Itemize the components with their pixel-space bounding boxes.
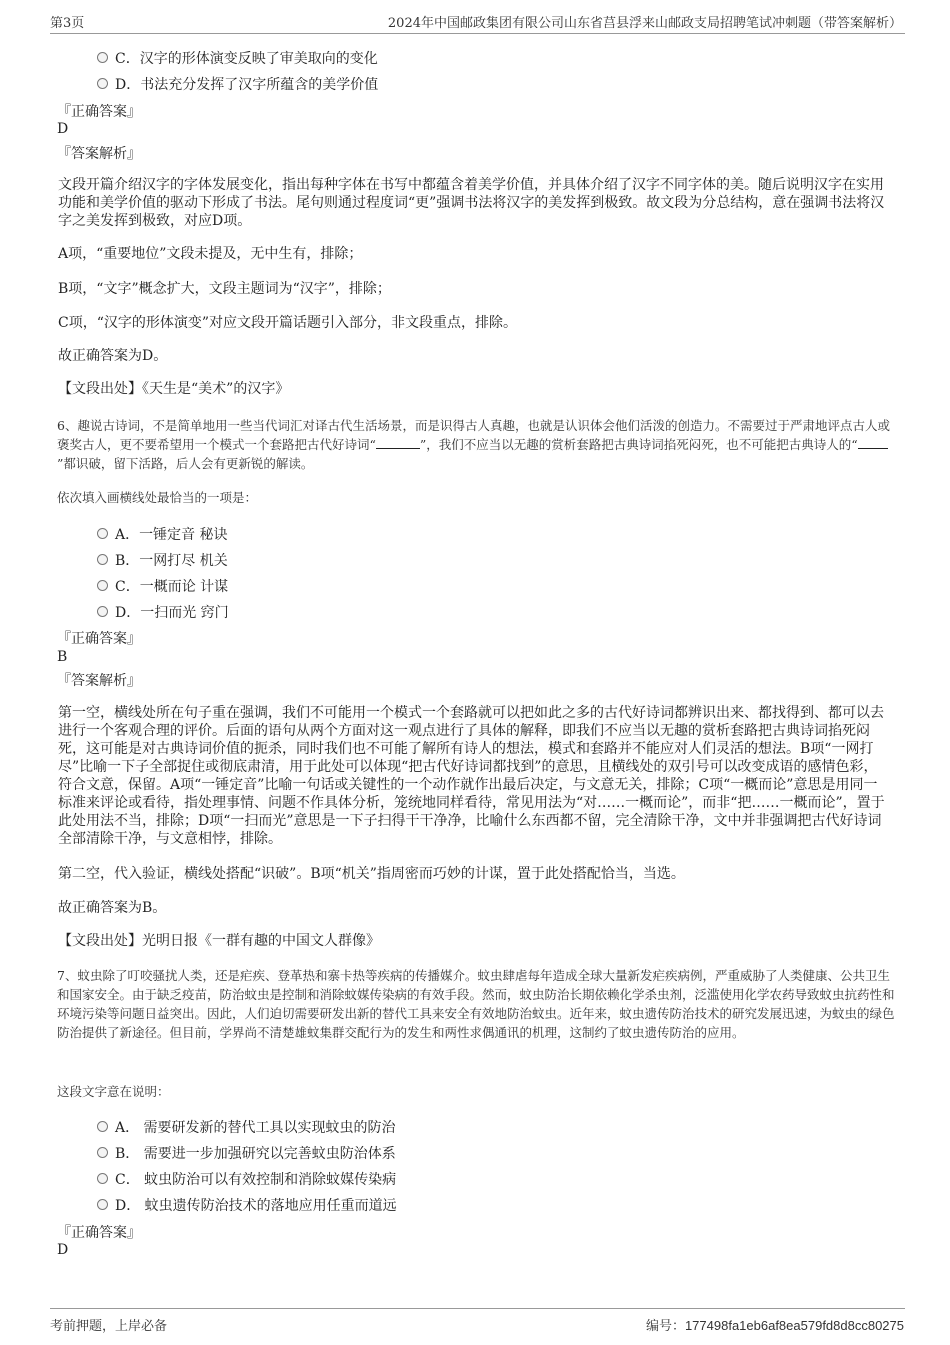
q5-analysis-para: 文段开篇介绍汉字的字体发展变化，指出每种字体在书写中都蕴含着美学价值，并具体介绍了汉字不同字体的美。随后说明汉字在实用功能和美学价值的驱动下形成了书法。尾句则通过程度词“更”强调书法将汉字的美发挥到极致。故文段为分总结构，意在强调书法将汉字之美发挥到极致，对应D项。 <box>58 177 885 229</box>
q6-analysis-para: 故正确答案为B。 <box>58 900 167 916</box>
document-code: 编号：177498fa1eb6af8ea579fd8d8cc80275 <box>645 1318 904 1334</box>
radio-icon[interactable] <box>97 1121 108 1132</box>
header-divider <box>50 33 905 34</box>
q7-stem: 7、蚊虫除了叮咬骚扰人类，还是疟疾、登革热和寨卡热等疾病的传播媒介。蚊虫肆虐每年造成全球大量新发疟疾病例，严重威胁了人类健康、公共卫生和国家安全。由于缺乏疫苗，防治蚊虫是控制和消除蚊媒传染病的有效手段。然而，蚊虫防治长期依赖化学杀虫剂，泛滥使用化学农药导致蚊虫抗药性和环境污染等问题日益突出。因此，人们迫切需要研发出新的替代工具来安全有效地防治蚊虫。近年来，蚊虫遗传防治技术的研究发展迅速，为蚊虫的绿色防治提供了新途径。但目前，学界尚不清楚雄蚊集群交配行为的发生和两性求偶通讯的机理，这制约了蚊虫遗传防治的应用。 <box>57 968 895 1040</box>
q6-prompt: 依次填入画横线处最恰当的一项是： <box>57 490 258 505</box>
q5-analysis-para: B项，“文字”概念扩大，文段主题词为“汉字”，排除； <box>58 281 391 297</box>
radio-icon[interactable] <box>97 1173 108 1184</box>
q6-option-a[interactable]: A．一锤定音 秘诀 <box>115 524 228 544</box>
blank-line <box>858 436 888 449</box>
q5-option-d[interactable]: D．书法充分发挥了汉字所蕴含的美学价值 <box>115 74 378 94</box>
q6-stem: 6、趣说古诗词，不是简单地用一些当代词汇对译古代生活场景，而是识得古人真趣，也就是认识体会他们活泼的创造力。不需要过于严肃地评点古人或褒奖古人，更不要希望用一个模式一个套路把古代好诗词“ ”，我们不应当以无趣的赏析套路把古典诗词掐死闷死，也不可能把古典诗人的“”都识破，留下活路，后人会有更新锐的解读。 <box>57 418 890 471</box>
q5-answer-label: 『正确答案』 <box>57 104 141 120</box>
q6-analysis-label: 『答案解析』 <box>57 673 141 689</box>
radio-icon[interactable] <box>97 606 108 617</box>
blank-line <box>376 436 420 449</box>
q7-option-b[interactable]: B． 需要进一步加强研究以完善蚊虫防治体系 <box>115 1143 396 1163</box>
q6-option-b[interactable]: B．一网打尽 机关 <box>115 550 228 570</box>
document-title: 2024年中国邮政集团有限公司山东省莒县浮来山邮政支局招聘笔试冲刺题（带答案解析） <box>387 16 902 31</box>
radio-icon[interactable] <box>97 554 108 565</box>
q5-analysis-para: C项，“汉字的形体演变”对应文段开篇话题引入部分，非文段重点，排除。 <box>58 315 518 331</box>
radio-icon[interactable] <box>97 528 108 539</box>
q6-option-d[interactable]: D．一扫而光 窍门 <box>115 602 229 622</box>
q6-answer: B <box>57 649 68 665</box>
q6-analysis-para: 第一空，横线处所在句子重在强调，我们不可能用一个模式一个套路就可以把如此之多的古代好诗词都辨识出来、都找得到、都可以去进行一个客观合理的评价。后面的语句从两个方面对这一观点进行了具体的解释，即我们不应当以无趣的赏析套路把古典诗词掐死闷死，这可能是对古典诗词价值的扼杀，同时我们也不可能了解所有诗人的想法，模式和套路并不能应对人们灵活的想法。B项“一网打尽”比喻一下子全部捉住或彻底肃清，用于此处可以体现“把古代好诗词都找到”的意思，且横线处的双引号可以改变成语的感情色彩，符合文意，保留。A项“一锤定音”比喻一句话或关键性的一个动作就作出最后决定，与文意无关，排除；C项“一概而论”意思是用同一标准来评论或看待，指处理事情、问题不作具体分析，笼统地同样看待，常见用法为“对……一概而论”，而非“把……一概而论”，置于此处用法不当，排除；D项“一扫而光”意思是一下子扫得干干净净，比喻什么东西都不留，完全清除干净，文中并非强调把古代好诗词全部清除干净，与文意相悖，排除。 <box>58 705 885 847</box>
radio-icon[interactable] <box>97 78 108 89</box>
q7-option-c[interactable]: C． 蚊虫防治可以有效控制和消除蚊媒传染病 <box>115 1169 396 1189</box>
radio-icon[interactable] <box>97 580 108 591</box>
radio-icon[interactable] <box>97 1199 108 1210</box>
radio-icon[interactable] <box>97 52 108 63</box>
q6-answer-label: 『正确答案』 <box>57 631 141 647</box>
page-number: 第3页 <box>50 16 85 31</box>
q7-prompt: 这段文字意在说明： <box>57 1084 170 1099</box>
q5-analysis-para: A项，“重要地位”文段未提及，无中生有，排除； <box>58 246 363 262</box>
q5-analysis-para: 故正确答案为D。 <box>58 348 168 364</box>
q5-source: 【文段出处】《天生是“美术”的汉字》 <box>58 381 290 397</box>
q7-option-d[interactable]: D． 蚊虫遗传防治技术的落地应用任重而道远 <box>115 1195 397 1215</box>
q6-source: 【文段出处】光明日报《一群有趣的中国文人群像》 <box>58 933 380 949</box>
q7-answer-label: 『正确答案』 <box>57 1225 141 1241</box>
q7-option-a[interactable]: A． 需要研发新的替代工具以实现蚊虫的防治 <box>115 1117 396 1137</box>
footer-slogan: 考前押题，上岸必备 <box>50 1319 168 1334</box>
q6-option-c[interactable]: C．一概而论 计谋 <box>115 576 228 596</box>
q7-answer: D <box>57 1242 69 1258</box>
footer-divider <box>50 1308 905 1309</box>
radio-icon[interactable] <box>97 1147 108 1158</box>
q5-analysis-label: 『答案解析』 <box>57 146 141 162</box>
q5-option-c[interactable]: C．汉字的形体演变反映了审美取向的变化 <box>115 48 378 68</box>
q6-analysis-para: 第二空，代入验证，横线处搭配“识破”。B项“机关”指周密而巧妙的计谋，置于此处搭配恰当，当选。 <box>58 866 685 882</box>
q5-answer: D <box>57 121 69 137</box>
